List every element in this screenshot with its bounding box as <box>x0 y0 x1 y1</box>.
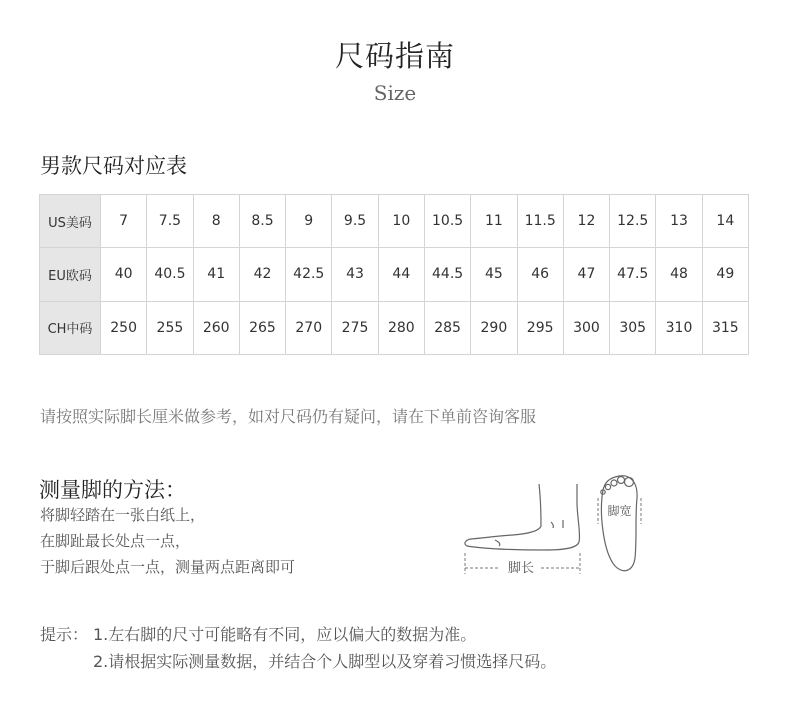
size-cell: 315 <box>702 301 748 354</box>
reference-note: 请按照实际脚长厘米做参考，如对尺码仍有疑问，请在下单前咨询客服 <box>40 407 537 426</box>
size-cell: 42.5 <box>286 248 332 301</box>
width-label: 脚宽 <box>607 504 632 518</box>
size-row-header: CH中码 <box>40 301 101 354</box>
size-cell: 10 <box>378 195 424 248</box>
size-cell: 265 <box>239 301 285 354</box>
size-cell: 13 <box>656 195 702 248</box>
foot-side-icon <box>465 484 580 550</box>
size-cell: 49 <box>702 248 748 301</box>
tip-item: 2.请根据实际测量数据，并结合个人脚型以及穿着习惯选择尺码。 <box>93 652 557 671</box>
size-cell: 7.5 <box>147 195 193 248</box>
size-cell: 45 <box>471 248 517 301</box>
size-cell: 47.5 <box>610 248 656 301</box>
measure-title: 测量脚的方法： <box>39 478 186 502</box>
size-row-header: US美码 <box>40 195 101 248</box>
size-cell: 295 <box>517 301 563 354</box>
size-cell: 14 <box>702 195 748 248</box>
size-cell: 44 <box>378 248 424 301</box>
size-table <box>39 194 749 355</box>
size-cell: 305 <box>610 301 656 354</box>
size-cell: 9.5 <box>332 195 378 248</box>
size-cell: 12.5 <box>610 195 656 248</box>
section-title: 男款尺码对应表 <box>40 154 187 178</box>
size-cell: 7 <box>101 195 147 248</box>
foot-measure-illustration <box>455 462 655 580</box>
foot-top-icon <box>601 476 637 571</box>
size-cell: 40.5 <box>147 248 193 301</box>
size-cell: 290 <box>471 301 517 354</box>
size-cell: 300 <box>563 301 609 354</box>
page-title: 尺码指南 <box>334 39 455 73</box>
page-subtitle: Size <box>373 81 417 105</box>
size-cell: 285 <box>424 301 470 354</box>
size-cell: 46 <box>517 248 563 301</box>
size-cell: 12 <box>563 195 609 248</box>
size-cell: 47 <box>563 248 609 301</box>
size-cell: 310 <box>656 301 702 354</box>
size-cell: 48 <box>656 248 702 301</box>
size-cell: 275 <box>332 301 378 354</box>
measure-step: 在脚趾最长处点一点， <box>40 532 191 550</box>
size-cell: 41 <box>193 248 239 301</box>
size-row <box>40 248 749 301</box>
size-cell: 43 <box>332 248 378 301</box>
measure-step: 将脚轻踏在一张白纸上， <box>40 506 206 524</box>
size-row <box>40 195 749 248</box>
size-cell: 9 <box>286 195 332 248</box>
size-cell: 40 <box>101 248 147 301</box>
tips-label: 提示： <box>40 625 89 644</box>
size-cell: 280 <box>378 301 424 354</box>
size-cell: 11.5 <box>517 195 563 248</box>
size-cell: 270 <box>286 301 332 354</box>
size-cell: 10.5 <box>424 195 470 248</box>
size-cell: 8.5 <box>239 195 285 248</box>
size-cell: 250 <box>101 301 147 354</box>
size-cell: 11 <box>471 195 517 248</box>
size-cell: 260 <box>193 301 239 354</box>
length-label: 脚长 <box>507 561 535 576</box>
size-row-header: EU欧码 <box>40 248 101 301</box>
size-row <box>40 301 749 354</box>
size-cell: 255 <box>147 301 193 354</box>
size-cell: 44.5 <box>424 248 470 301</box>
size-cell: 42 <box>239 248 285 301</box>
tip-item: 1.左右脚的尺寸可能略有不同，应以偏大的数据为准。 <box>93 625 477 644</box>
size-cell: 8 <box>193 195 239 248</box>
measure-step: 于脚后跟处点一点，测量两点距离即可 <box>40 558 296 576</box>
